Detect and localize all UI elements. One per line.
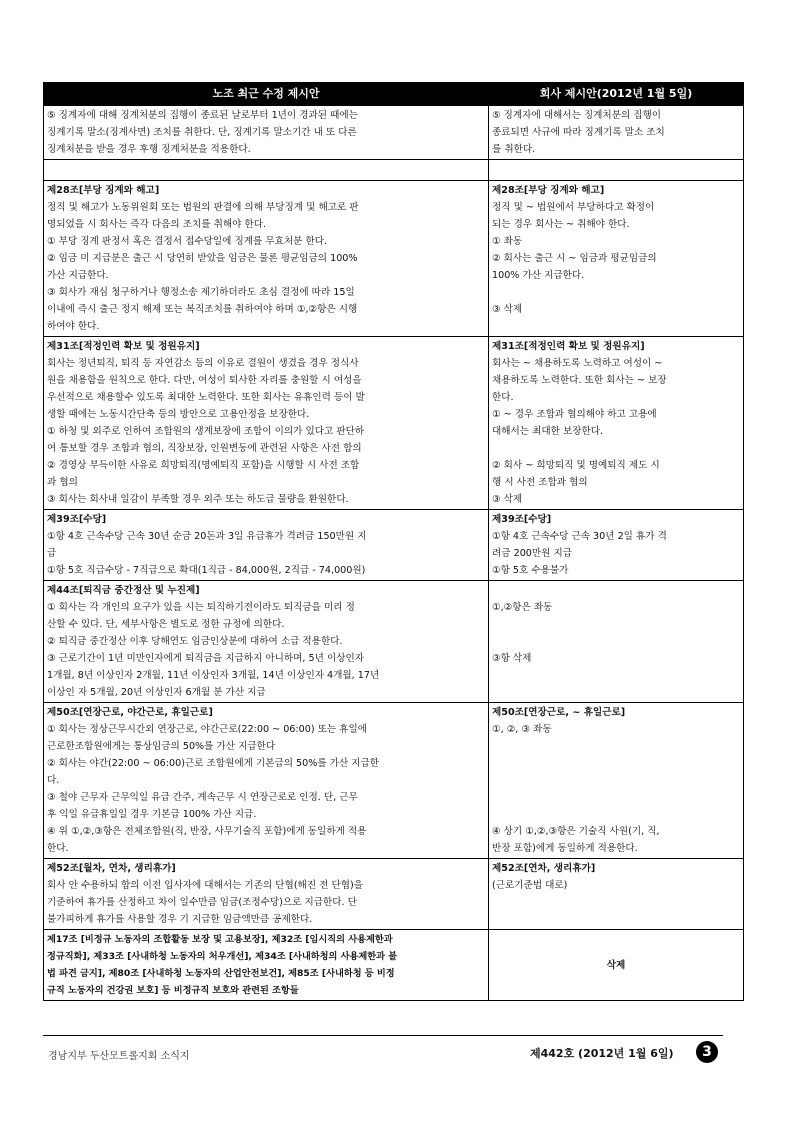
text-line: 려금 200만원 지급 <box>492 548 573 559</box>
table-row <box>44 106 744 160</box>
text-line: ② 경영상 부득이한 사유로 희망퇴직(명예퇴직 포함)을 시행할 시 사전 조합 <box>47 460 360 471</box>
text-line: 우선적으로 채용할수 있도록 최대한 노력한다. 또한 회사는 유휴인력 등이 발 <box>47 392 365 403</box>
table-row <box>44 703 744 859</box>
text-line: ⑤ 징계자에 대해서는 징계처분의 집행이 <box>492 110 662 121</box>
text-line: 명되었을 시 회사는 즉각 다음의 조치를 취해야 한다. <box>47 219 267 230</box>
union-cell <box>44 930 489 1001</box>
text-line <box>492 633 740 650</box>
text-line <box>492 616 740 633</box>
article-title: 제28조[부당 징계와 해고] <box>492 185 605 196</box>
text-line: 기준하여 휴가를 산정하고 차이 일수만큼 임금(조정수당)으로 지급한다. 단 <box>47 897 357 908</box>
text-line: ③ 삭제 <box>492 494 523 505</box>
issue-info: 제442호 (2012년 1월 6일) <box>530 1047 674 1060</box>
text-line: 정직 및 ~ 법원에서 부당하다고 확정이 <box>492 202 655 213</box>
text-line: 불가피하게 휴가를 사용할 경우 기 지급한 임금액만큼 공제한다. <box>47 914 313 925</box>
text-line: ③ 근로기간이 1년 미만인자에게 퇴직금을 지급하지 아니하며, 5년 이상인자 <box>47 653 365 664</box>
text-line: ③항 삭제 <box>492 653 532 664</box>
text-line: 다. <box>47 775 60 786</box>
union-cell <box>44 337 489 510</box>
text-line: ① 회사는 정상근무시간외 연장근로, 야간근로(22:00 ~ 06:00) 또는 휴일에 <box>47 724 368 735</box>
text-line: 종료되면 사규에 따라 징계기록 말소 조치 <box>492 127 665 138</box>
text-line: 원을 채용함을 원칙으로 한다. 다만, 여성이 퇴사한 자리를 충원할 시 여성을 <box>47 375 362 386</box>
text-line: ④ 상기 ①,②,③항은 기술직 사원(기, 직, <box>492 826 660 837</box>
company-proposal-header: 회사 제시안(2012년 1월 5일) <box>489 83 744 106</box>
proposal-comparison-table <box>43 82 744 1001</box>
article-title: 제31조[적정인력 확보 및 정원유지] <box>47 341 200 352</box>
text-line: 한다. <box>492 392 514 403</box>
deletion-cell: 삭제 <box>489 930 744 1001</box>
company-cell <box>489 581 744 703</box>
text-line <box>492 772 740 789</box>
company-cell <box>489 703 744 859</box>
text-line: 정직 및 해고가 노동위원회 또는 법원의 판결에 의해 부당징계 및 해고로 판 <box>47 202 359 213</box>
text-line: 제17조 [비정규 노동자의 조합활동 보장 및 고용보장], 제32조 [임시직의 사용제한과 <box>47 934 393 945</box>
text-line: ③ 철야 근무자 근무익일 유급 간주, 계속근무 시 연장근로로 인정. 단, 근무 <box>47 792 358 803</box>
union-cell <box>44 859 489 930</box>
text-line: ①항 4호 근속수당 근속 30년 2일 휴가 격 <box>492 531 667 542</box>
text-line: 한다. <box>47 843 69 854</box>
union-cell <box>44 510 489 581</box>
text-line: ② 회사 ~ 희망퇴직 및 명예퇴직 제도 시 <box>492 460 660 471</box>
article-title: 제52조[연차, 생리휴가] <box>492 863 596 874</box>
company-cell <box>489 106 744 160</box>
text-line: 100% 가산 지급한다. <box>492 270 585 281</box>
text-line: 이내에 즉시 출근 정지 해제 또는 복직조치를 취하여야 하며 ①,②항은 시행 <box>47 304 358 315</box>
text-line <box>492 806 740 823</box>
text-line: ① 회사는 각 개인의 요구가 있을 시는 퇴직하기전이라도 퇴직금을 미리 정 <box>47 602 355 613</box>
text-line: 반장 포함)에게 동일하게 적용한다. <box>492 843 638 854</box>
article-title: 제44조[퇴직금 중간정산 및 누진제] <box>47 585 200 596</box>
text-line: 정규직화], 제33조 [사내하청 노동자의 처우개선], 제34조 [사내하청의 사용제한과 불 <box>47 951 398 962</box>
text-line <box>492 755 740 772</box>
union-cell <box>44 581 489 703</box>
article-title: 제39조[수당] <box>47 514 107 525</box>
table-row <box>44 581 744 703</box>
union-proposal-header: 노조 최근 수정 제시안 <box>44 83 489 106</box>
text-line: ① ~ 경우 조합과 협의해야 하고 고용에 <box>492 409 657 420</box>
article-title: 제52조[월차, 연차, 생리휴가] <box>47 863 176 874</box>
text-line: 징계기록 말소(징계사면) 조치를 취한다. 단, 징계기록 말소기간 내 또 다른 <box>47 127 357 138</box>
union-cell <box>44 181 489 337</box>
spacer-row <box>44 160 744 181</box>
union-cell <box>44 106 489 160</box>
text-line: 1개월, 8년 이상인자 2개월, 11년 이상인자 3개월, 14년 이상인자 4개월, 17년 <box>47 670 380 681</box>
text-line: 이상인 자 5개월, 20년 이상인자 6개월 분 가산 지급 <box>47 687 266 698</box>
text-line: 행 시 사전 조합과 협의 <box>492 477 588 488</box>
text-line: 가산 지급한다. <box>47 270 109 281</box>
table-row <box>44 181 744 337</box>
text-line: ①항 5호 직급수당 - 7직급으로 확대(1직급 - 84,000원, 2직급 - 74,000원) <box>47 565 366 576</box>
text-line: ⑤ 징계자에 대해 징계처분의 집행이 종료된 날로부터 1년이 경과된 때에는 <box>47 110 358 121</box>
newsletter-name: 경남지부 두산모트롤지회 소식지 <box>48 1051 190 1062</box>
text-line: 규직 노동자의 건강권 보호] 등 비정규직 보호와 관련된 조항들 <box>47 985 299 996</box>
text-line: 과 협의 <box>47 477 78 488</box>
text-line: 생할 때에는 노동시간단축 등의 방안으로 고용안정을 보장한다. <box>47 409 310 420</box>
text-line <box>492 738 740 755</box>
text-line: 대해서는 최대한 보장한다. <box>492 426 604 437</box>
text-line: ①항 5호 수용불가 <box>492 565 569 576</box>
text-line: ② 회사는 출근 시 ~ 임금과 평균임금의 <box>492 253 657 264</box>
text-line: ② 회사는 야간(22:00 ~ 06:00)근로 조합원에게 기본급의 50%를 가산 지급한 <box>47 758 380 769</box>
text-line: 회사는 정년퇴직, 퇴직 등 자연감소 등의 이유로 결원이 생겼을 경우 정식사 <box>47 358 359 369</box>
text-line <box>492 789 740 806</box>
text-line <box>492 582 740 599</box>
table-row <box>44 859 744 930</box>
page-number: 3 <box>696 1041 718 1063</box>
company-cell <box>489 181 744 337</box>
text-line: ③ 삭제 <box>492 304 523 315</box>
table-row <box>44 337 744 510</box>
text-line: 회사는 ~ 채용하도록 노력하고 여성이 ~ <box>492 358 663 369</box>
table-row <box>44 510 744 581</box>
text-line: ③ 회사는 회사내 일감이 부족할 경우 외주 또는 하도급 물량을 환원한다. <box>47 494 349 505</box>
text-line: ① 좌동 <box>492 236 523 247</box>
text-line <box>492 284 740 301</box>
text-line: ② 퇴직금 중간정산 이후 당해연도 임금인상분에 대하여 소급 적용한다. <box>47 636 343 647</box>
text-line: (근로기준법 대로) <box>492 880 568 891</box>
text-line: 급 <box>47 548 57 559</box>
table-row <box>44 930 744 1001</box>
article-title: 제50조[연장근로, ~ 휴일근로] <box>492 707 626 718</box>
text-line <box>492 440 740 457</box>
text-line: 하여야 한다. <box>47 321 100 332</box>
text-line: ①, ②, ③ 좌동 <box>492 724 552 735</box>
text-line: 를 취한다. <box>492 144 536 155</box>
text-line: 채용하도록 노력한다. 또한 회사는 ~ 보장 <box>492 375 667 386</box>
company-cell <box>489 510 744 581</box>
article-title: 제31조[적정인력 확보 및 정원유지] <box>492 341 645 352</box>
text-line: 후 익일 유급휴일일 경우 기본급 100% 가산 지급. <box>47 809 257 820</box>
company-cell <box>489 337 744 510</box>
text-line: 산할 수 있다. 단, 세부사항은 별도로 정한 규정에 의한다. <box>47 619 285 630</box>
article-title: 제28조[부당 징계와 해고] <box>47 185 160 196</box>
company-cell <box>489 859 744 930</box>
article-title: 제50조[연장근로, 야간근로, 휴일근로] <box>47 707 213 718</box>
text-line: ③ 회사가 재심 청구하거나 행정소송 제기하더라도 초심 결정에 따라 15일 <box>47 287 355 298</box>
text-line: ① 하청 및 외주로 인하여 조합원의 생계보장에 조합이 이의가 있다고 판단하 <box>47 426 365 437</box>
text-line: 회사 안 수용하되 합의 이전 입사자에 대해서는 기존의 단협(해진 전 단협)을 <box>47 880 364 891</box>
text-line: ①항 4호 근속수당 근속 30년 순금 20돈과 3일 유급휴가 격려금 150만원 지 <box>47 531 367 542</box>
text-line: 징계처분을 받을 경우 후행 징계처분을 적용한다. <box>47 144 251 155</box>
text-line: ② 임금 미 지급분은 출근 시 당연히 받았을 임금은 물론 평균임금의 100% <box>47 253 358 264</box>
text-line: ④ 위 ①,②,③항은 전체조합원(직, 반장, 사무기술직 포함)에게 동일하게 적용 <box>47 826 367 837</box>
text-line: 되는 경우 회사는 ~ 취해야 한다. <box>492 219 630 230</box>
article-title: 제39조[수당] <box>492 514 552 525</box>
text-line: ① 부당 징계 판정서 혹은 결정서 접수당일에 징계를 무효처분 한다. <box>47 236 328 247</box>
text-line: 여 통보할 경우 조합과 협의, 직장보장, 인원변동에 관련된 사항은 사전 합의 <box>47 443 362 454</box>
text-line: 근로한조합원에게는 통상임금의 50%를 가산 지급한다 <box>47 741 276 752</box>
text-line: 법 파견 금지], 제80조 [사내하청 노동자의 산업안전보건], 제85조 [사내하청 등 비정 <box>47 968 395 979</box>
footer-divider <box>43 1035 723 1036</box>
text-line: ①,②항은 좌동 <box>492 602 553 613</box>
union-cell <box>44 703 489 859</box>
